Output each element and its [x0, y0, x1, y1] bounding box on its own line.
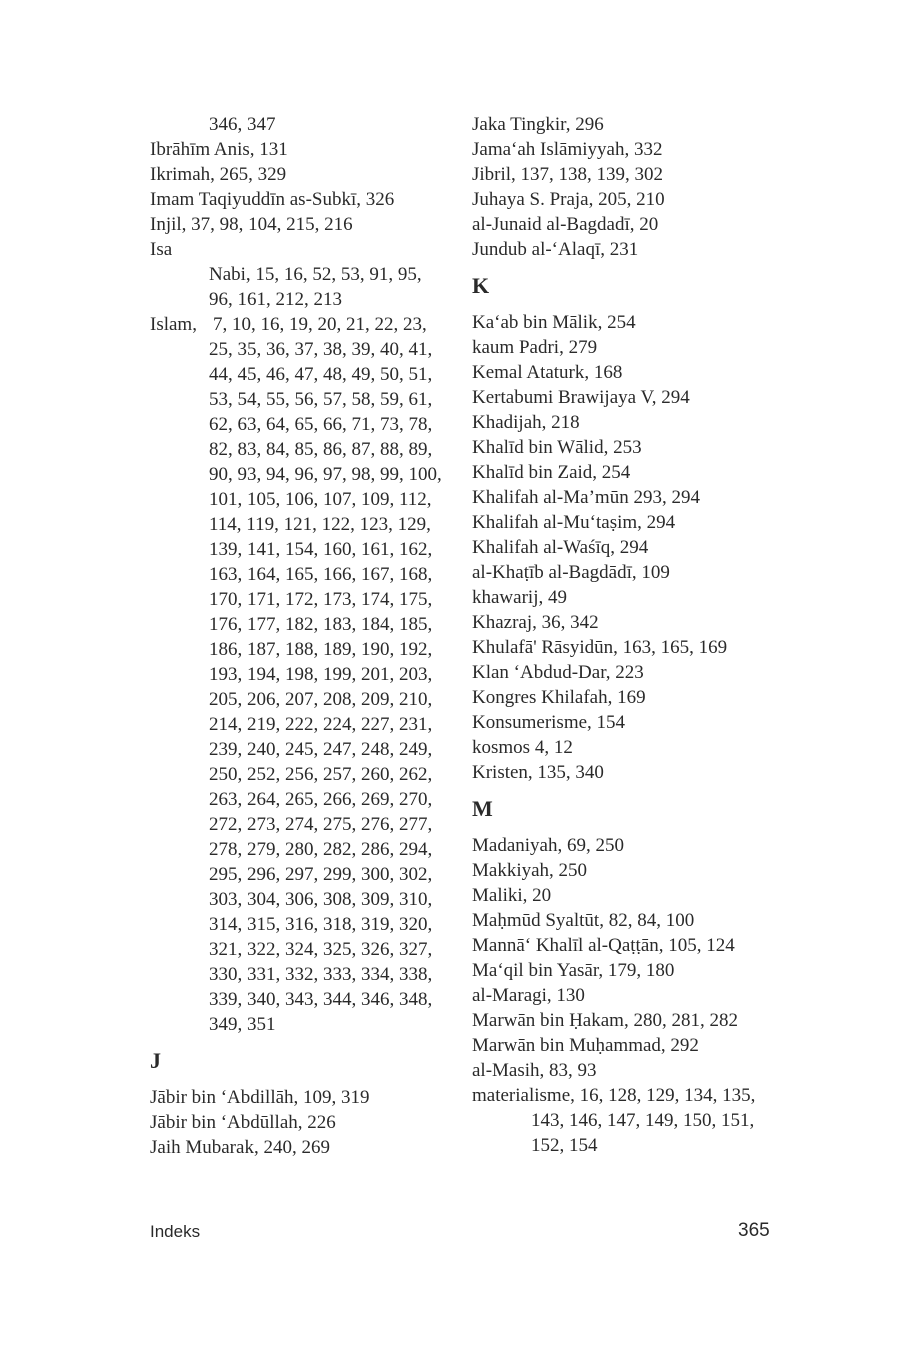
index-entry-line: 272, 273, 274, 275, 276, 277,: [209, 814, 433, 835]
index-entry-line: 214, 219, 222, 224, 227, 231,: [209, 714, 433, 735]
index-entry-line: 193, 194, 198, 199, 201, 203,: [209, 664, 433, 685]
index-entry-line: 349, 351: [209, 1014, 276, 1035]
index-entry-line: Khalīd bin Wālid, 253: [472, 437, 642, 458]
index-entry-line: Kongres Khilafah, 169: [472, 687, 646, 708]
index-entry-line: Ka‘ab bin Mālik, 254: [472, 312, 636, 333]
index-entry-line: Jama‘ah Islāmiyyah, 332: [472, 139, 663, 160]
index-entry-line: 163, 164, 165, 166, 167, 168,: [209, 564, 433, 585]
index-entry-line: 250, 252, 256, 257, 260, 262,: [209, 764, 433, 785]
index-entry-line: Kertabumi Brawijaya V, 294: [472, 387, 690, 408]
index-entry-line: Makkiyah, 250: [472, 860, 588, 881]
index-entry-line: al-Masih, 83, 93: [472, 1060, 597, 1081]
index-entry-line: Jibril, 137, 138, 139, 302: [472, 164, 664, 185]
index-entry-line: Kemal Ataturk, 168: [472, 362, 623, 383]
index-entry-line: 330, 331, 332, 333, 334, 338,: [209, 964, 433, 985]
section-heading-j: J: [150, 1048, 161, 1073]
index-entry-line: Ikrimah, 265, 329: [150, 164, 287, 185]
index-entry-line: Madaniyah, 69, 250: [472, 835, 624, 856]
index-entry-line: 139, 141, 154, 160, 161, 162,: [209, 539, 433, 560]
index-entry-line: Maliki, 20: [472, 885, 552, 906]
index-entry-line: Isa: [150, 239, 173, 260]
index-entry-line: 239, 240, 245, 247, 248, 249,: [209, 739, 433, 760]
index-entry-line: 176, 177, 182, 183, 184, 185,: [209, 614, 433, 635]
index-entry-line: Konsumerisme, 154: [472, 712, 626, 733]
index-entry-line: 170, 171, 172, 173, 174, 175,: [209, 589, 433, 610]
index-entry-line: 205, 206, 207, 208, 209, 210,: [209, 689, 433, 710]
index-entry-line: kosmos 4, 12: [472, 737, 573, 758]
footer-label: Indeks: [150, 1222, 201, 1241]
index-entry-line: Ma‘qil bin Yasār, 179, 180: [472, 960, 675, 981]
index-entry-pages: 7, 10, 16, 19, 20, 21, 22, 23,: [213, 314, 427, 335]
index-column-right: [472, 112, 782, 1158]
index-entry-line: 263, 264, 265, 266, 269, 270,: [209, 789, 433, 810]
index-entry-line: 101, 105, 106, 107, 109, 112,: [209, 489, 432, 510]
index-entry-line: Maḥmūd Syaltūt, 82, 84, 100: [472, 910, 695, 931]
index-entry-line: 186, 187, 188, 189, 190, 192,: [209, 639, 433, 660]
index-entry-line: Imam Taqiyuddīn as-Subkī, 326: [150, 189, 395, 210]
index-column-left: [150, 112, 450, 1160]
index-entry-line: Jundub al-‘Alaqī, 231: [472, 239, 639, 260]
index-entry-line: Khulafā' Rāsyidūn, 163, 165, 169: [472, 637, 728, 658]
section-heading-m: M: [472, 796, 493, 821]
index-entry-line: 295, 296, 297, 299, 300, 302,: [209, 864, 433, 885]
index-entry-line: Jaih Mubarak, 240, 269: [150, 1137, 330, 1158]
index-entry-line: 346, 347: [209, 114, 276, 135]
index-entry-line: Kristen, 135, 340: [472, 762, 604, 783]
index-entry-line: Nabi, 15, 16, 52, 53, 91, 95,: [209, 264, 422, 285]
index-entry-line: 339, 340, 343, 344, 346, 348,: [209, 989, 433, 1010]
index-entry-line: kaum Padri, 279: [472, 337, 598, 358]
index-entry-line: Jābir bin ‘Abdūllah, 226: [150, 1112, 336, 1133]
index-entry-line: Ibrāhīm Anis, 131: [150, 139, 288, 160]
index-entry-line: Khalifah al-Waśīq, 294: [472, 537, 649, 558]
index-entry-line: khawarij, 49: [472, 587, 567, 608]
index-entry-label: Islam,: [150, 314, 197, 335]
section-heading-k: K: [472, 273, 490, 298]
index-entry-line: Mannā‘ Khalīl al-Qaṭṭān, 105, 124: [472, 935, 735, 956]
index-entry-line: al-Junaid al-Bagdadī, 20: [472, 214, 659, 235]
index-entry-line: Khalifah al-Ma’mūn 293, 294: [472, 487, 700, 508]
index-entry-line: Khadijah, 218: [472, 412, 580, 433]
index-entry-line: 152, 154: [531, 1135, 598, 1156]
index-entry-line: 321, 322, 324, 325, 326, 327,: [209, 939, 433, 960]
index-entry-line: Jābir bin ‘Abdillāh, 109, 319: [150, 1087, 370, 1108]
index-entry-line: 114, 119, 121, 122, 123, 129,: [209, 514, 431, 535]
index-entry-line: Khalīd bin Zaid, 254: [472, 462, 631, 483]
index-entry-line: 314, 315, 316, 318, 319, 320,: [209, 914, 433, 935]
index-entry-line: al-Khaṭīb al-Bagdādī, 109: [472, 562, 670, 583]
index-entry-line: materialisme, 16, 128, 129, 134, 135,: [472, 1085, 756, 1106]
index-entry-line: Injil, 37, 98, 104, 215, 216: [150, 214, 353, 235]
index-entry-line: 90, 93, 94, 96, 97, 98, 99, 100,: [209, 464, 442, 485]
index-entry-line: Marwān bin Muḥammad, 292: [472, 1035, 699, 1056]
index-entry-line: al-Maragi, 130: [472, 985, 585, 1006]
index-entry-islam: [150, 312, 450, 337]
index-entry-line: Juhaya S. Praja, 205, 210: [472, 189, 665, 210]
index-entry-line: Klan ‘Abdud-Dar, 223: [472, 662, 644, 683]
index-entry-line: Marwān bin Ḥakam, 280, 281, 282: [472, 1010, 738, 1031]
index-entry-line: 25, 35, 36, 37, 38, 39, 40, 41,: [209, 339, 433, 360]
index-entry-line: 96, 161, 212, 213: [209, 289, 342, 310]
index-entry-line: 44, 45, 46, 47, 48, 49, 50, 51,: [209, 364, 433, 385]
index-entry-line: Khazraj, 36, 342: [472, 612, 599, 633]
index-entry-line: 143, 146, 147, 149, 150, 151,: [531, 1110, 755, 1131]
index-entry-line: 53, 54, 55, 56, 57, 58, 59, 61,: [209, 389, 433, 410]
page-number: 365: [738, 1220, 770, 1241]
index-entry-line: 303, 304, 306, 308, 309, 310,: [209, 889, 433, 910]
index-entry-line: Jaka Tingkir, 296: [472, 114, 604, 135]
index-entry-line: 278, 279, 280, 282, 286, 294,: [209, 839, 433, 860]
index-entry-line: 82, 83, 84, 85, 86, 87, 88, 89,: [209, 439, 433, 460]
index-entry-line: Khalifah al-Mu‘taṣim, 294: [472, 512, 676, 533]
index-entry-line: 62, 63, 64, 65, 66, 71, 73, 78,: [209, 414, 433, 435]
